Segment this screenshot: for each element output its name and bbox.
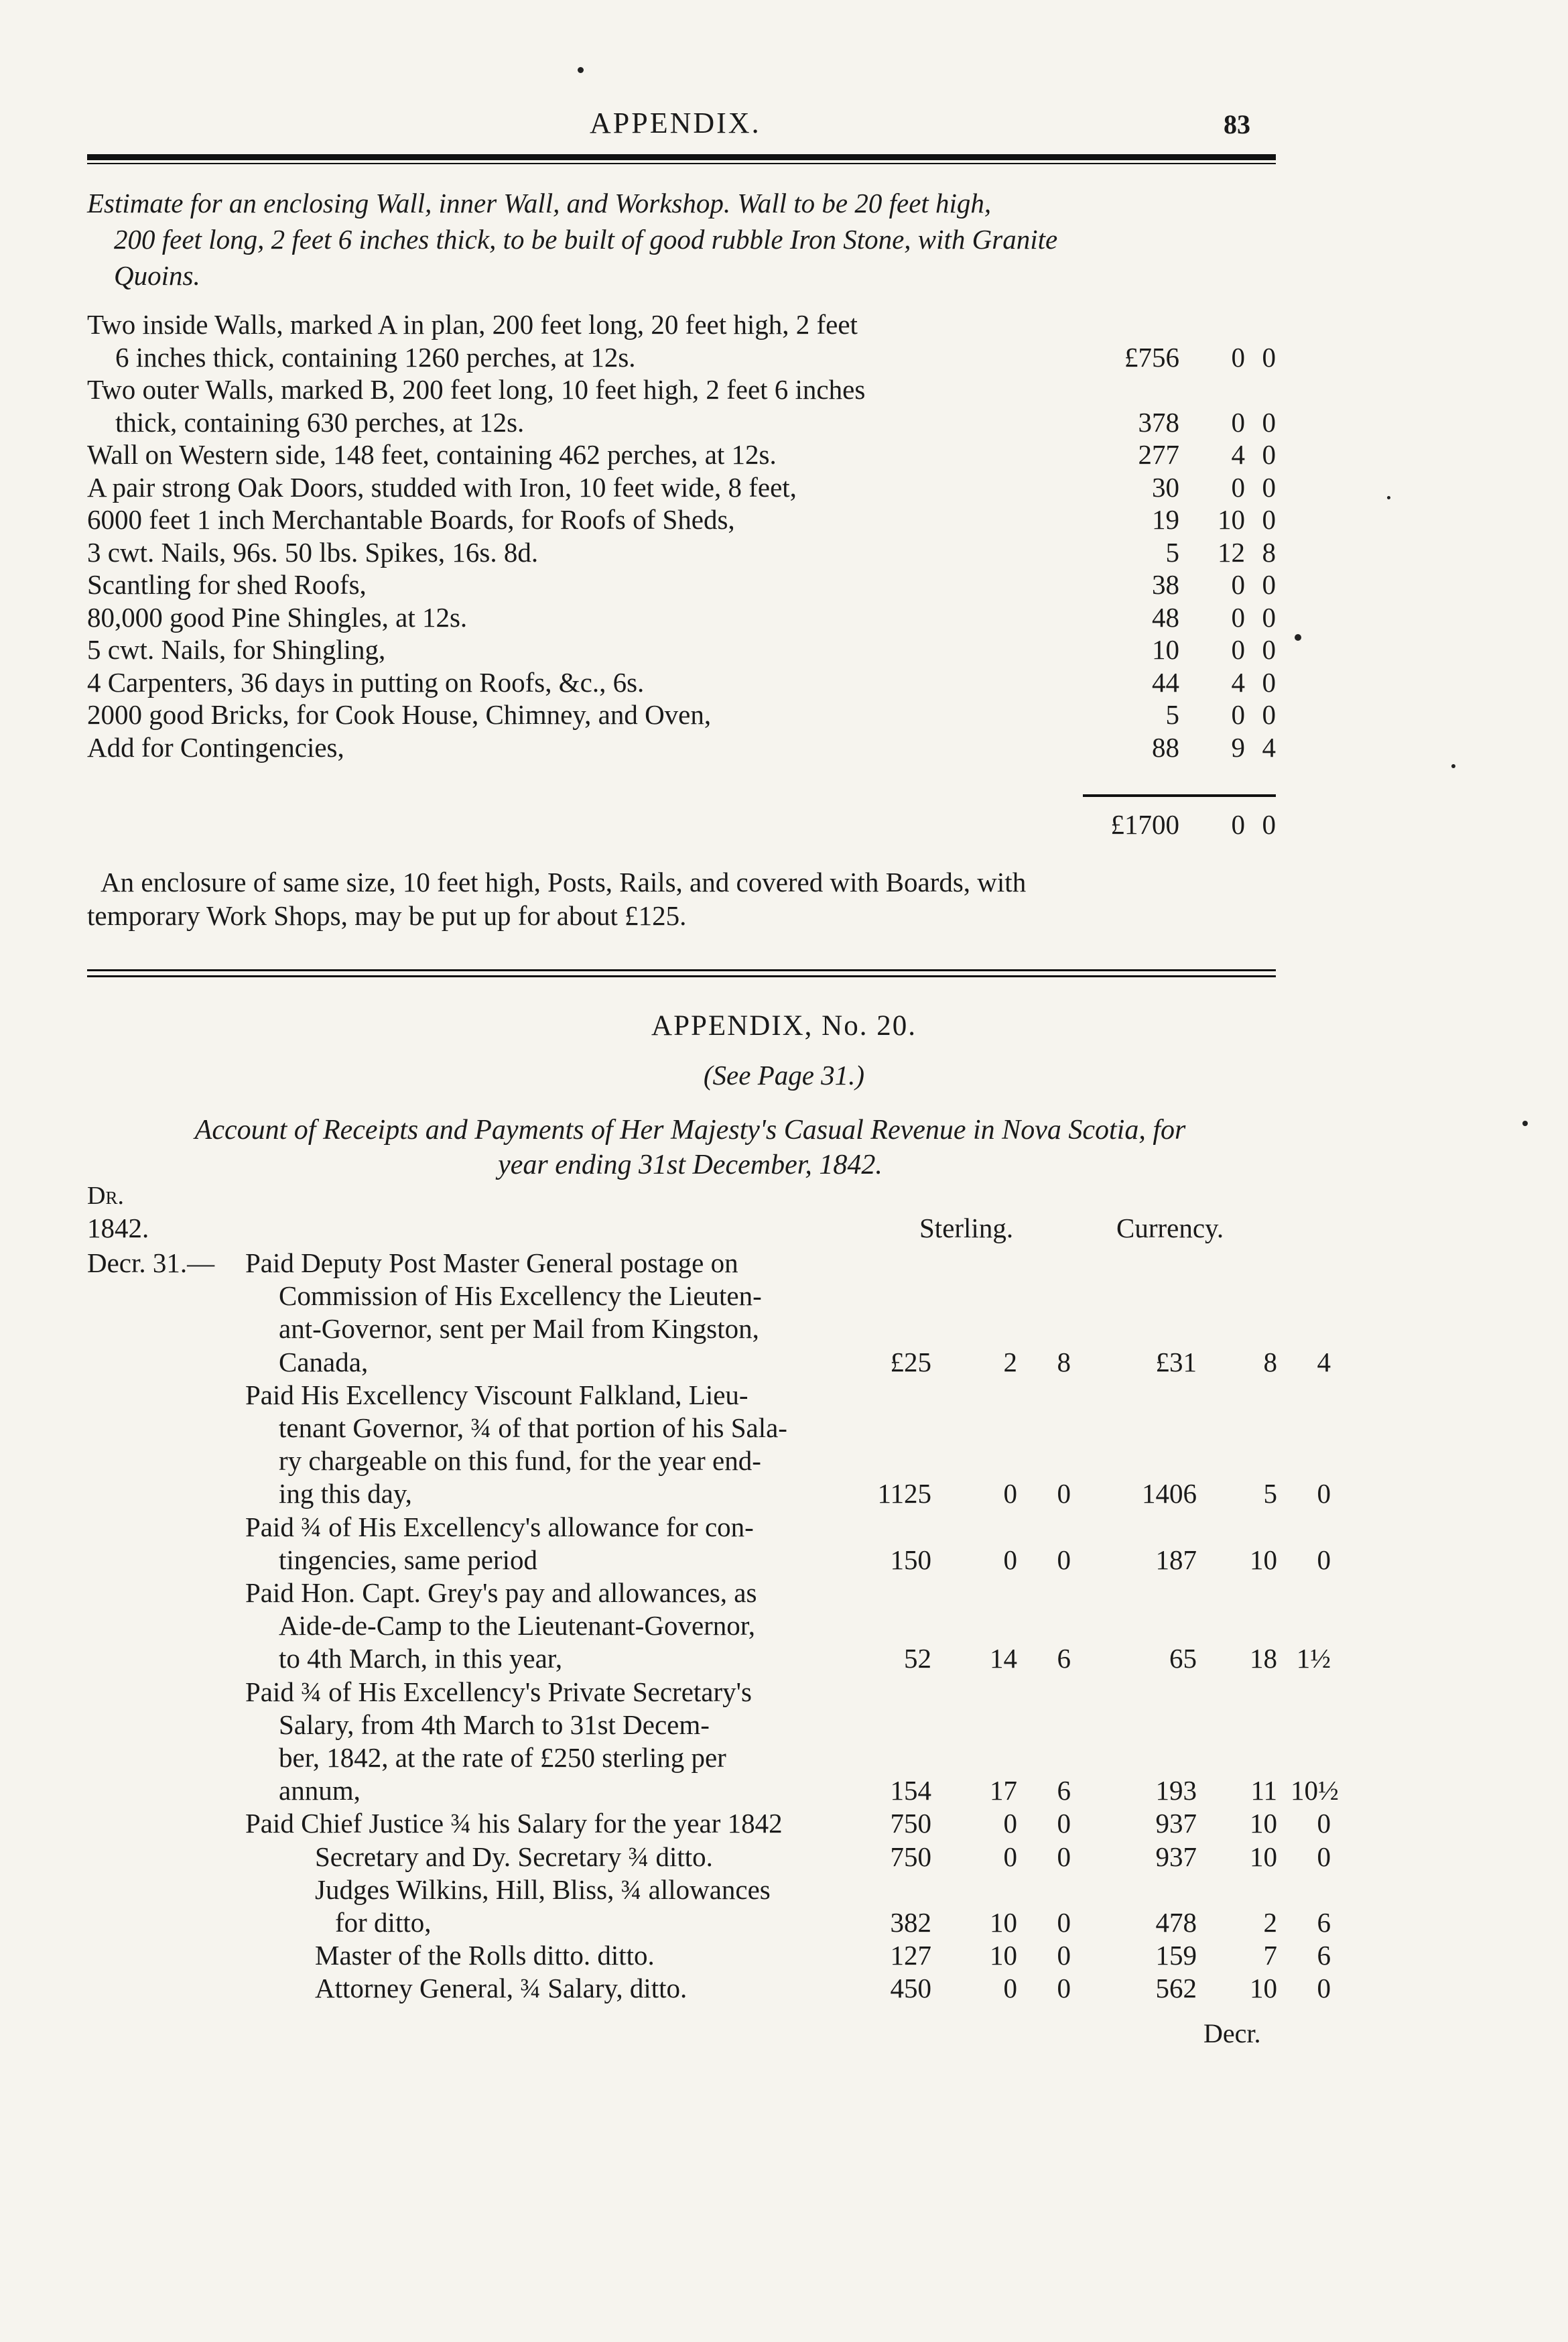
estimate-pounds: 19 — [1152, 504, 1179, 535]
estimate-pounds: 30 — [1152, 471, 1179, 503]
account-row — [0, 1709, 1568, 1742]
header-rule — [87, 154, 1276, 160]
page-number: 83 — [1224, 109, 1250, 139]
currency-pounds: 937 — [1155, 1841, 1197, 1872]
estimate-item-text: A pair strong Oak Doors, studded with Iron, 10 feet wide, 8 feet, — [87, 471, 797, 503]
estimate-row — [0, 536, 1568, 571]
account-row — [0, 1676, 1568, 1709]
account-item-text: Judges Wilkins, Hill, Bliss, ¾ allowances — [315, 1873, 771, 1905]
currency-shillings: 10 — [1250, 1973, 1277, 2004]
sterling-pounds: £25 — [890, 1346, 931, 1377]
ink-speck — [1522, 1121, 1528, 1126]
estimate-total-row — [0, 808, 1568, 843]
currency-shillings: 5 — [1263, 1478, 1277, 1509]
estimate-row — [0, 503, 1568, 538]
total-pence: 0 — [1262, 809, 1276, 840]
estimate-item-text: Two inside Walls, marked A in plan, 200 feet long, 20 feet high, 2 feet — [87, 309, 858, 340]
ink-speck — [1387, 496, 1390, 499]
estimate-pounds: 38 — [1152, 569, 1179, 600]
sterling-shillings: 10 — [990, 1907, 1017, 1938]
account-item-text: Secretary and Dy. Secretary ¾ ditto. — [315, 1841, 713, 1872]
appendix-heading: APPENDIX, No. 20. — [651, 1010, 917, 1042]
account-row — [0, 1511, 1568, 1544]
estimate-title-line: Estimate for an enclosing Wall, inner Wall, and Workshop. Wall to be 20 feet high, — [87, 188, 992, 219]
sterling-pence: 6 — [1057, 1643, 1071, 1674]
sterling-shillings: 14 — [990, 1643, 1017, 1674]
account-item-text: ber, 1842, at the rate of £250 sterling per — [279, 1742, 726, 1773]
estimate-row — [0, 341, 1568, 376]
account-row — [0, 1280, 1568, 1313]
sterling-pounds: 750 — [890, 1841, 931, 1872]
account-date: Decr. 31.— — [87, 1247, 215, 1278]
estimate-note-line: temporary Work Shops, may be put up for about £125. — [87, 900, 687, 931]
estimate-pence: 0 — [1262, 699, 1276, 730]
account-item-text: Commission of His Excellency the Lieuten- — [279, 1280, 762, 1312]
total-pounds: £1700 — [1110, 809, 1179, 840]
account-item-text: Paid Chief Justice ¾ his Salary for the year 1842 — [245, 1808, 783, 1839]
estimate-pence: 0 — [1262, 439, 1276, 470]
sterling-pence: 6 — [1057, 1775, 1071, 1806]
dr-label: Dr. — [87, 1182, 124, 1210]
account-row — [0, 1774, 1568, 1808]
account-row — [0, 1642, 1568, 1676]
account-item-text: ry chargeable on this fund, for the year end- — [279, 1445, 761, 1477]
account-row — [0, 1477, 1568, 1511]
account-row — [0, 1577, 1568, 1610]
account-item-text: tenant Governor, ¾ of that portion of his Sala- — [279, 1412, 787, 1443]
currency-pounds: £31 — [1155, 1346, 1197, 1377]
sterling-shillings: 0 — [1003, 1478, 1017, 1509]
sterling-pounds: 150 — [890, 1544, 931, 1575]
currency-pence: 0 — [1317, 1544, 1331, 1575]
estimate-item-text: 3 cwt. Nails, 96s. 50 lbs. Spikes, 16s. 8d. — [87, 536, 539, 568]
estimate-item-text: 80,000 good Pine Shingles, at 12s. — [87, 601, 468, 633]
currency-shillings: 11 — [1250, 1775, 1277, 1806]
currency-pounds: 1406 — [1142, 1478, 1197, 1509]
currency-pounds: 478 — [1155, 1907, 1197, 1938]
sterling-pounds: 52 — [904, 1643, 931, 1674]
estimate-row — [0, 666, 1568, 701]
account-row — [0, 1807, 1568, 1841]
estimate-row — [0, 308, 1568, 343]
estimate-shillings: 0 — [1231, 569, 1245, 600]
estimate-pence: 0 — [1262, 341, 1276, 373]
account-item-text: tingencies, same period — [279, 1544, 537, 1575]
estimate-pence: 0 — [1262, 504, 1276, 535]
account-item-text: Canada, — [279, 1346, 369, 1377]
currency-pence: 0 — [1317, 1478, 1331, 1509]
currency-pounds: 159 — [1155, 1940, 1197, 1971]
catchword: Decr. — [1203, 2018, 1261, 2048]
estimate-shillings: 0 — [1231, 471, 1245, 503]
header-rule-thin — [87, 163, 1276, 164]
currency-pence: 6 — [1317, 1907, 1331, 1938]
estimate-pence: 8 — [1262, 536, 1276, 568]
currency-pounds: 562 — [1155, 1973, 1197, 2004]
account-item-text: Paid ¾ of His Excellency's allowance for con- — [245, 1511, 754, 1542]
estimate-item-text: 6 inches thick, containing 1260 perches, at 12s. — [115, 341, 636, 373]
estimate-pounds: 48 — [1152, 601, 1179, 633]
estimate-row — [0, 568, 1568, 603]
account-item-text: Attorney General, ¾ Salary, ditto. — [315, 1973, 688, 2004]
account-item-text: Paid His Excellency Viscount Falkland, Lieu- — [245, 1379, 748, 1410]
estimate-item-text: 5 cwt. Nails, for Shingling, — [87, 634, 386, 665]
account-row — [0, 1444, 1568, 1478]
estimate-pounds: 378 — [1138, 406, 1179, 438]
currency-shillings: 10 — [1250, 1544, 1277, 1575]
estimate-title-line: Quoins. — [114, 260, 200, 291]
estimate-title — [87, 185, 1293, 294]
estimate-shillings: 0 — [1231, 601, 1245, 633]
account-item-text: ant-Governor, sent per Mail from Kingston, — [279, 1313, 759, 1345]
estimate-item-text: 2000 good Bricks, for Cook House, Chimney, and Oven, — [87, 699, 712, 730]
sterling-pence: 0 — [1057, 1841, 1071, 1872]
currency-pence: 1½ — [1296, 1643, 1331, 1674]
account-row — [0, 1379, 1568, 1412]
account-row — [0, 1346, 1568, 1379]
estimate-pence: 0 — [1262, 601, 1276, 633]
estimate-row — [0, 471, 1568, 506]
estimate-pence: 0 — [1262, 634, 1276, 665]
estimate-pence: 0 — [1262, 569, 1276, 600]
account-row — [0, 1544, 1568, 1577]
sterling-pounds: 154 — [890, 1775, 931, 1806]
estimate-row — [0, 698, 1568, 733]
account-item-text: Salary, from 4th March to 31st Decem- — [279, 1709, 710, 1740]
estimate-shillings: 0 — [1231, 406, 1245, 438]
account-row — [0, 1841, 1568, 1874]
sterling-shillings: 0 — [1003, 1973, 1017, 2004]
section-rule — [87, 969, 1276, 971]
currency-column-header: Currency. — [1116, 1213, 1224, 1243]
total-shillings: 0 — [1231, 809, 1245, 840]
estimate-row — [0, 633, 1568, 668]
estimate-shillings: 10 — [1218, 504, 1245, 535]
currency-pence: 10½ — [1291, 1775, 1339, 1806]
currency-shillings: 2 — [1263, 1907, 1277, 1938]
estimate-pounds: 277 — [1138, 439, 1179, 470]
account-row — [0, 1873, 1568, 1907]
estimate-note-line: An enclosure of same size, 10 feet high, Posts, Rails, and covered with Boards, with — [101, 867, 1027, 898]
estimate-pounds: 10 — [1152, 634, 1179, 665]
estimate-pence: 0 — [1262, 666, 1276, 698]
estimate-row — [0, 601, 1568, 636]
section-rule — [87, 975, 1276, 977]
see-page-ref: (See Page 31.) — [703, 1060, 865, 1091]
sterling-pounds: 450 — [890, 1973, 931, 2004]
account-row — [0, 1906, 1568, 1940]
currency-shillings: 10 — [1250, 1808, 1277, 1839]
account-title-line: year ending 31st December, 1842. — [498, 1150, 883, 1180]
account-row — [0, 1412, 1568, 1445]
sterling-pounds: 1125 — [877, 1478, 931, 1509]
currency-shillings: 7 — [1263, 1940, 1277, 1971]
estimate-row — [0, 731, 1568, 766]
account-item-text: Master of the Rolls ditto. ditto. — [315, 1940, 655, 1971]
account-item-text: Aide-de-Camp to the Lieutenant-Governor, — [279, 1610, 756, 1642]
estimate-pounds: 5 — [1165, 699, 1179, 730]
account-item-text: for ditto, — [335, 1907, 432, 1938]
year-label: 1842. — [87, 1213, 149, 1243]
estimate-item-text: 4 Carpenters, 36 days in putting on Roofs, &c., 6s. — [87, 666, 645, 698]
account-title — [87, 1113, 1293, 1182]
currency-shillings: 10 — [1250, 1841, 1277, 1872]
sterling-shillings: 10 — [990, 1940, 1017, 1971]
account-title-line: Account of Receipts and Payments of Her Majesty's Casual Revenue in Nova Scotia, for — [194, 1115, 1186, 1146]
estimate-row — [0, 438, 1568, 473]
total-rule — [1083, 794, 1276, 797]
ink-speck — [578, 67, 584, 73]
currency-pence: 0 — [1317, 1808, 1331, 1839]
sterling-pounds: 750 — [890, 1808, 931, 1839]
currency-pounds: 193 — [1155, 1775, 1197, 1806]
account-row — [0, 1609, 1568, 1643]
currency-pence: 4 — [1317, 1346, 1331, 1377]
sterling-shillings: 17 — [990, 1775, 1017, 1806]
estimate-shillings: 0 — [1231, 699, 1245, 730]
estimate-shillings: 0 — [1231, 634, 1245, 665]
sterling-shillings: 0 — [1003, 1544, 1017, 1575]
estimate-pounds: 44 — [1152, 666, 1179, 698]
estimate-title-line: 200 feet long, 2 feet 6 inches thick, to be built of good rubble Iron Stone, with Granite — [114, 224, 1058, 255]
sterling-shillings: 0 — [1003, 1808, 1017, 1839]
estimate-item-text: 6000 feet 1 inch Merchantable Boards, for Roofs of Sheds, — [87, 504, 735, 535]
estimate-pence: 0 — [1262, 471, 1276, 503]
account-row — [0, 1247, 1568, 1280]
account-row — [0, 1939, 1568, 1973]
account-row — [0, 1972, 1568, 2006]
account-row — [0, 1741, 1568, 1775]
sterling-pence: 0 — [1057, 1940, 1071, 1971]
estimate-item-text: Wall on Western side, 148 feet, containing 462 perches, at 12s. — [87, 439, 777, 470]
sterling-column-header: Sterling. — [919, 1213, 1014, 1243]
currency-pounds: 937 — [1155, 1808, 1197, 1839]
ink-speck — [1295, 634, 1301, 641]
sterling-pounds: 127 — [890, 1940, 931, 1971]
currency-pence: 0 — [1317, 1841, 1331, 1872]
sterling-pence: 0 — [1057, 1544, 1071, 1575]
sterling-shillings: 2 — [1003, 1346, 1017, 1377]
estimate-row — [0, 406, 1568, 441]
currency-pence: 0 — [1317, 1973, 1331, 2004]
currency-shillings: 8 — [1263, 1346, 1277, 1377]
estimate-pence: 4 — [1262, 731, 1276, 763]
currency-shillings: 18 — [1250, 1643, 1277, 1674]
estimate-item-text: thick, containing 630 perches, at 12s. — [115, 406, 525, 438]
sterling-shillings: 0 — [1003, 1841, 1017, 1872]
estimate-shillings: 0 — [1231, 341, 1245, 373]
currency-pence: 6 — [1317, 1940, 1331, 1971]
sterling-pence: 8 — [1057, 1346, 1071, 1377]
estimate-row — [0, 373, 1568, 408]
sterling-pence: 0 — [1057, 1808, 1071, 1839]
estimate-item-text: Two outer Walls, marked B, 200 feet long, 10 feet high, 2 feet 6 inches — [87, 374, 866, 405]
account-item-text: Paid Deputy Post Master General postage on — [245, 1247, 738, 1278]
account-item-text: Paid Hon. Capt. Grey's pay and allowances, as — [245, 1577, 757, 1608]
sterling-pence: 0 — [1057, 1907, 1071, 1938]
account-item-text: annum, — [279, 1775, 361, 1806]
running-header — [0, 106, 1568, 146]
sterling-pence: 0 — [1057, 1973, 1071, 2004]
estimate-shillings: 12 — [1218, 536, 1245, 568]
account-item-text: to 4th March, in this year, — [279, 1643, 563, 1674]
account-item-text: ing this day, — [279, 1478, 412, 1509]
sterling-pence: 0 — [1057, 1478, 1071, 1509]
sterling-pounds: 382 — [890, 1907, 931, 1938]
estimate-shillings: 4 — [1231, 439, 1245, 470]
estimate-shillings: 9 — [1231, 731, 1245, 763]
estimate-pounds: 88 — [1152, 731, 1179, 763]
estimate-pounds: £756 — [1124, 341, 1179, 373]
estimate-pounds: 5 — [1165, 536, 1179, 568]
currency-pounds: 65 — [1169, 1643, 1197, 1674]
ink-speck — [1451, 764, 1455, 768]
estimate-shillings: 4 — [1231, 666, 1245, 698]
estimate-item-text: Add for Contingencies, — [87, 731, 344, 763]
estimate-item-text: Scantling for shed Roofs, — [87, 569, 367, 600]
currency-pounds: 187 — [1155, 1544, 1197, 1575]
header-title: APPENDIX. — [590, 107, 761, 139]
account-item-text: Paid ¾ of His Excellency's Private Secretary's — [245, 1676, 752, 1707]
estimate-pence: 0 — [1262, 406, 1276, 438]
account-row — [0, 1312, 1568, 1346]
